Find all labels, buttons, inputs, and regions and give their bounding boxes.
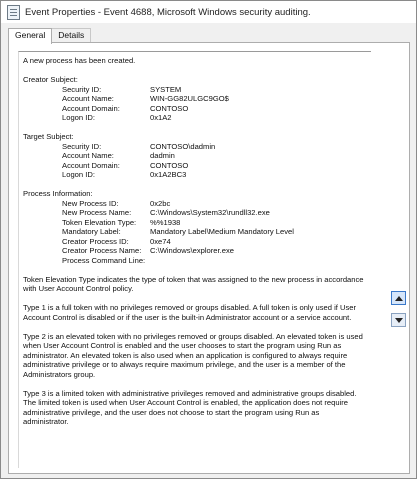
field-value: 0x2bc xyxy=(150,198,171,208)
creator-subject-heading: Creator Subject: xyxy=(23,75,78,84)
field-value: 0x1A2BC3 xyxy=(150,170,187,179)
field-row xyxy=(23,85,371,95)
field-row xyxy=(23,170,371,180)
field-label: Logon ID: xyxy=(62,170,95,179)
field-row xyxy=(23,218,371,228)
field-label: New Process ID: xyxy=(62,198,119,208)
paragraph: Type 3 is a limited token with administrative privileges removed and administrative groups disabled. The limited token is used when User Account Control is enabled, the application does not require administrative privilege, and the user does not choose to start the program using Run as administrator. xyxy=(23,388,357,426)
field-label: Security ID: xyxy=(62,84,102,94)
field-value: %%1938 xyxy=(150,217,181,227)
field-row xyxy=(23,227,371,237)
field-value: dadmin xyxy=(150,151,175,160)
field-value: C:\Windows\explorer.exe xyxy=(150,246,234,255)
field-row xyxy=(23,151,371,161)
field-label: Mandatory Label: xyxy=(62,227,121,236)
field-value: C:\Windows\System32\rundll32.exe xyxy=(150,208,270,217)
field-value: WIN-GG82ULGC9GO$ xyxy=(150,94,229,103)
paragraph: Type 1 is a full token with no privileges removed or groups disabled. A full token is only used if User Account Control is disabled or if the user is the built-in Administrator account or a service account. xyxy=(23,303,357,322)
field-value: CONTOSO\dadmin xyxy=(150,141,216,151)
field-value: CONTOSO xyxy=(150,103,189,113)
title-bar xyxy=(1,1,416,23)
field-label: Account Domain: xyxy=(62,103,120,113)
field-value: 0x1A2 xyxy=(150,113,172,122)
field-row xyxy=(23,161,371,171)
field-value: CONTOSO xyxy=(150,160,189,170)
field-label: Account Name: xyxy=(62,94,114,103)
field-row xyxy=(23,256,371,266)
paragraph: Token Elevation Type indicates the type of token that was assigned to the new process in accordance with User Account Control policy. xyxy=(23,274,364,293)
paragraph: Type 2 is an elevated token with no privileges removed or groups disabled. An elevated token is used when User Account Control is enabled and the user chooses to start the program using Run as administrator. An elevated token is also used when an application is configured to always require administrative privilege or to always require maximum privilege, and the user is a member of the Administrators group. xyxy=(23,331,363,379)
field-label: Security ID: xyxy=(62,141,102,151)
event-description-box[interactable] xyxy=(18,51,371,468)
field-row xyxy=(23,113,371,123)
field-label: Creator Process ID: xyxy=(62,236,129,246)
field-label: Account Name: xyxy=(62,151,114,160)
next-event-button[interactable] xyxy=(391,313,406,327)
window-title: Event Properties - Event 4688, Microsoft Windows security auditing. xyxy=(25,6,311,18)
field-row xyxy=(23,246,371,256)
arrow-down-icon xyxy=(395,318,403,323)
field-row xyxy=(23,237,371,247)
field-row xyxy=(23,142,371,152)
field-row xyxy=(23,94,371,104)
field-value: 0xe74 xyxy=(150,236,171,246)
field-value: Mandatory Label\Medium Mandatory Level xyxy=(150,227,294,236)
field-row xyxy=(23,104,371,114)
process-information-heading: Process Information: xyxy=(23,189,93,198)
field-label: New Process Name: xyxy=(62,208,132,217)
field-label: Account Domain: xyxy=(62,160,120,170)
event-log-icon xyxy=(7,5,20,20)
tab-general[interactable]: General xyxy=(8,28,52,44)
field-value: SYSTEM xyxy=(150,84,182,94)
field-label: Logon ID: xyxy=(62,113,95,122)
field-row xyxy=(23,199,371,209)
general-tab-panel xyxy=(8,42,410,474)
field-row xyxy=(23,208,371,218)
previous-event-button[interactable] xyxy=(391,291,406,305)
intro-text: A new process has been created. xyxy=(23,56,136,65)
field-label: Process Command Line: xyxy=(62,255,146,265)
arrow-up-icon xyxy=(395,296,403,301)
field-label: Creator Process Name: xyxy=(62,246,142,255)
tab-details[interactable]: Details xyxy=(51,28,91,43)
tab-strip xyxy=(8,28,90,42)
field-label: Token Elevation Type: xyxy=(62,217,137,227)
target-subject-heading: Target Subject: xyxy=(23,132,74,141)
